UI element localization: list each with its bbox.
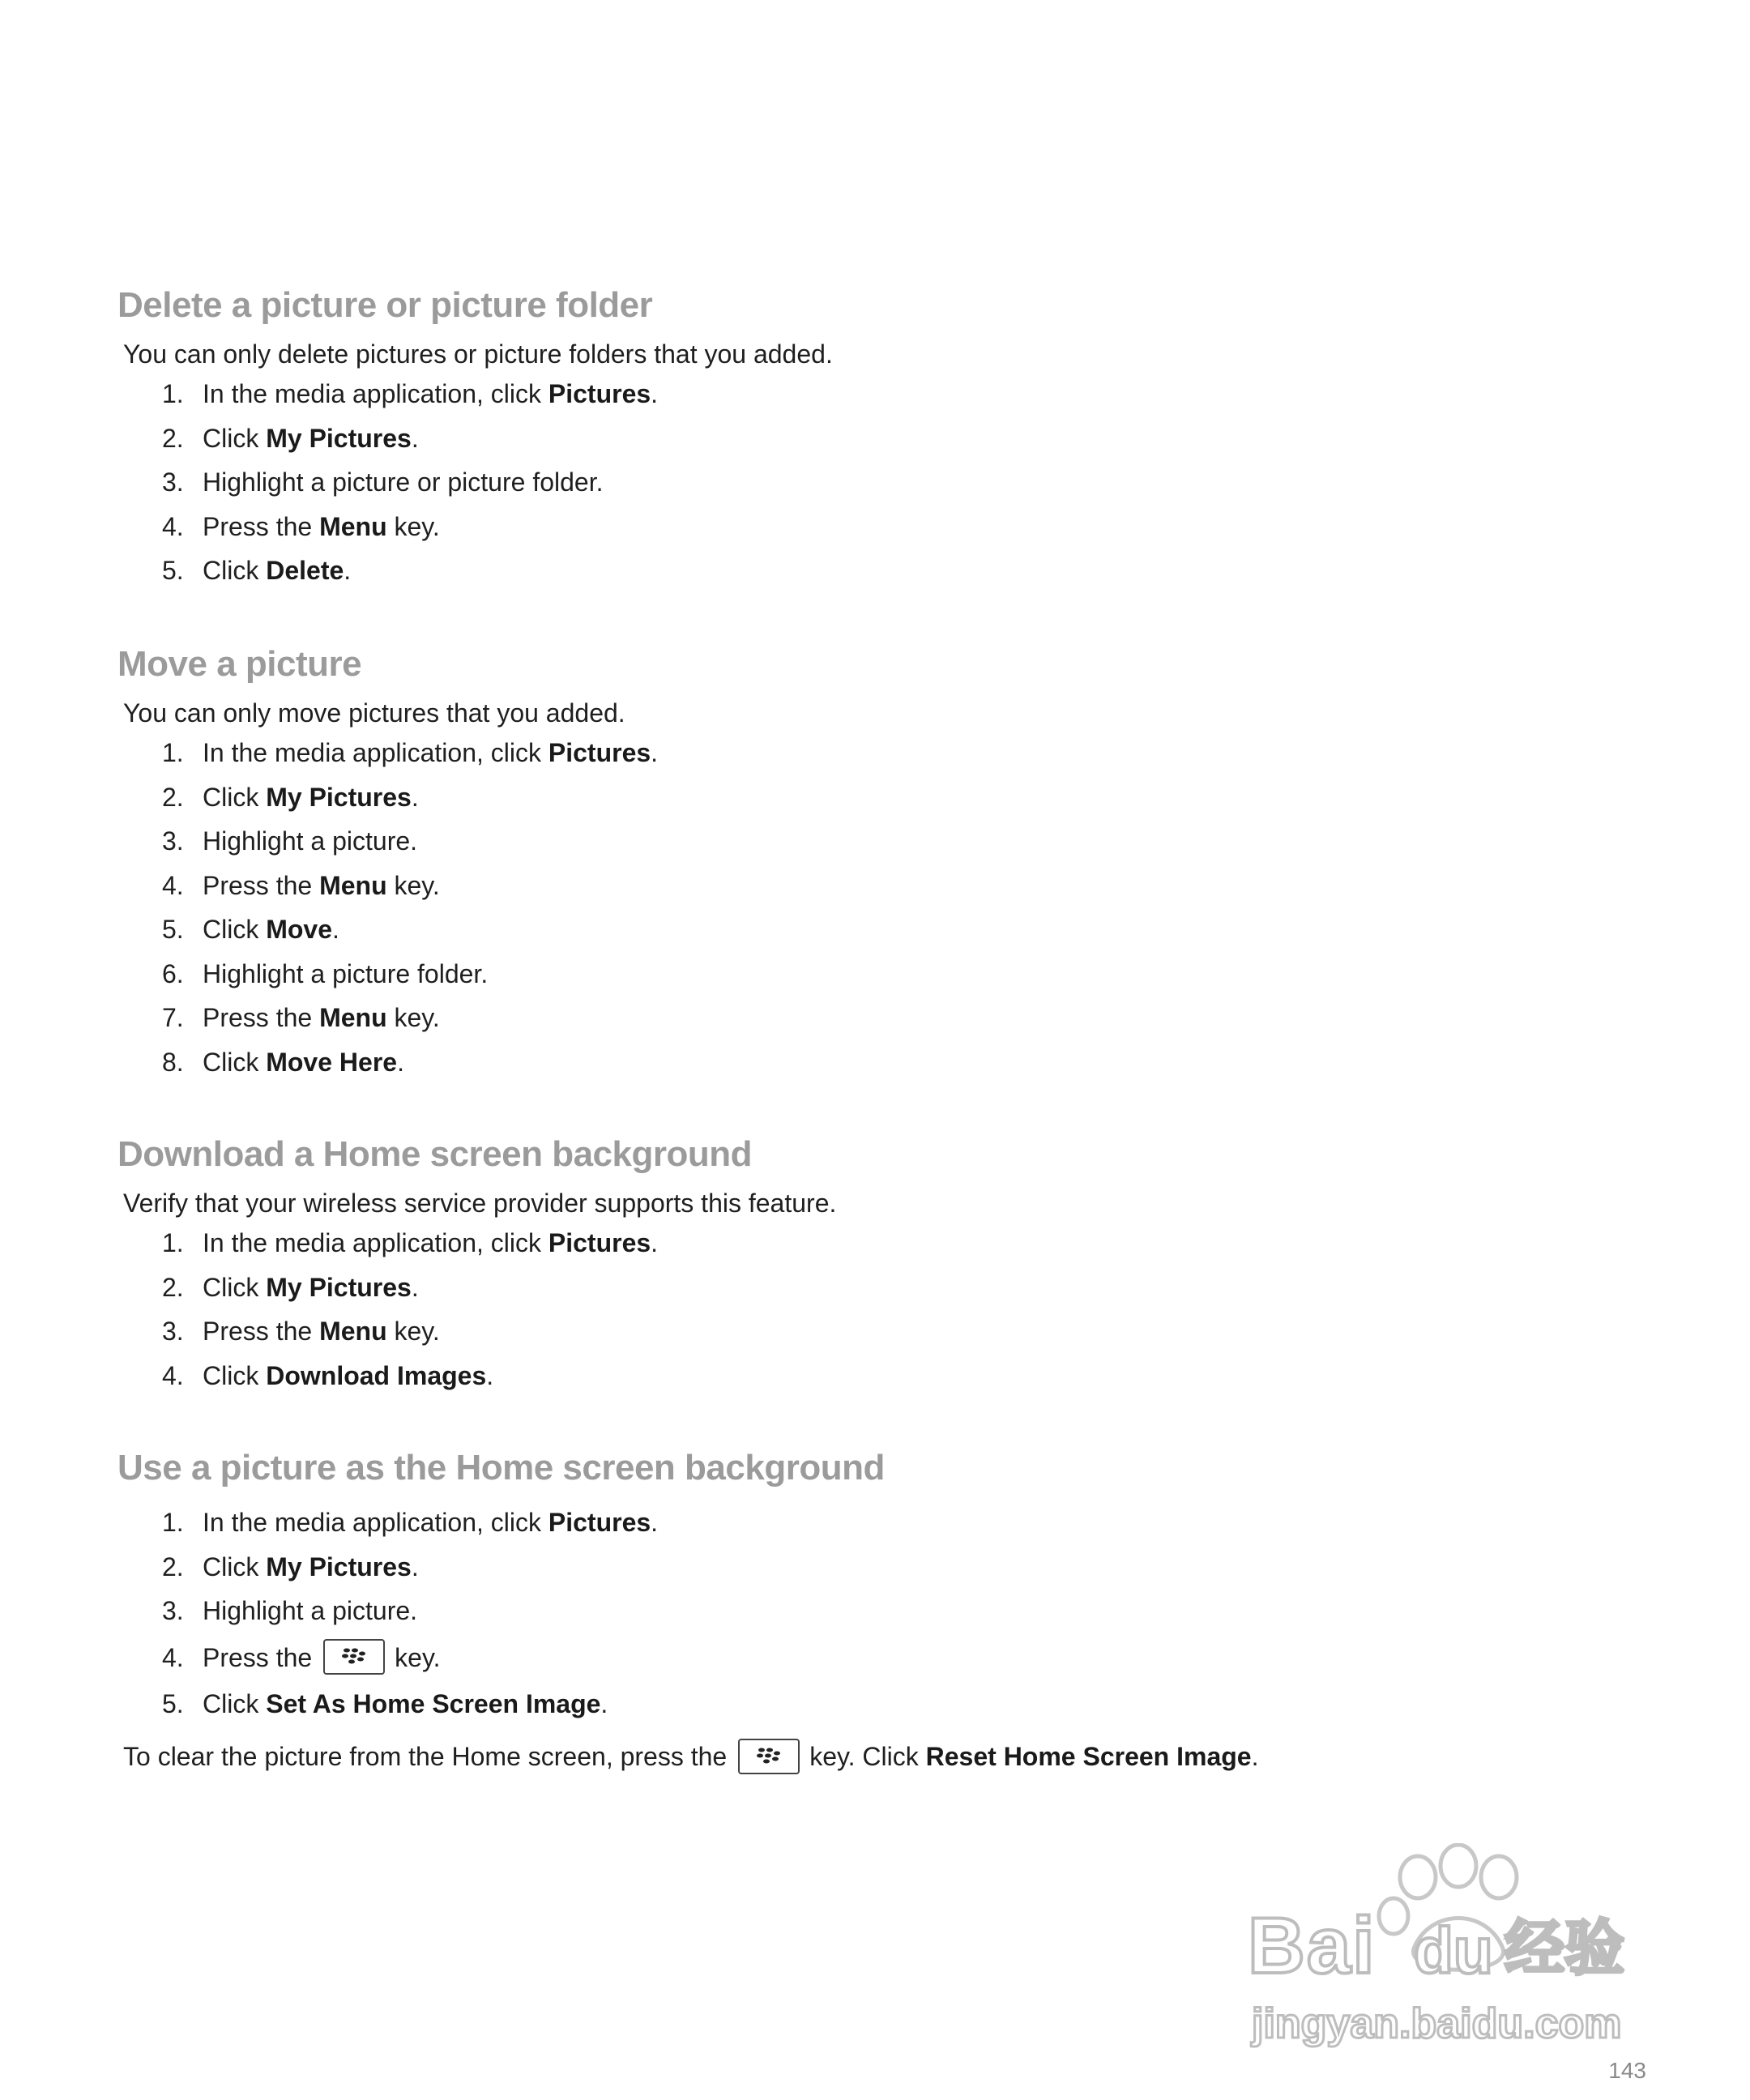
list-item: 6. Highlight a picture folder. (162, 958, 489, 988)
steps-list (117, 1221, 836, 1398)
list-item: 2. Click My Pictures. (162, 1272, 419, 1302)
list-item: 5. Click Move. (162, 915, 339, 944)
steps-list (117, 372, 833, 593)
blackberry-menu-key-icon (323, 1639, 385, 1675)
list-item: 7. Press the Menu key. (162, 1003, 440, 1032)
section-use-as-background (117, 1450, 885, 1726)
list-item: 3. Highlight a picture or picture folder. (162, 467, 604, 497)
list-item: 1. In the media application, click Pictures. (162, 738, 659, 767)
section-move-picture (117, 644, 659, 1084)
svg-text:jingyan.baidu.com: jingyan.baidu.com (1252, 2000, 1622, 2047)
list-item: 1. In the media application, click Pictures. (162, 1228, 659, 1257)
section-delete-picture (117, 285, 833, 593)
list-item: 3. Press the Menu key. (162, 1317, 440, 1346)
section-download-background (117, 1134, 837, 1398)
list-item: 1. In the media application, click Pictures. (162, 1508, 659, 1537)
svg-text:du: du (1414, 1914, 1493, 1987)
list-item: 2. Click My Pictures. (162, 1552, 419, 1581)
list-item: 3. Highlight a picture. (162, 1596, 418, 1625)
baidu-jingyan-watermark (1244, 1843, 1665, 2054)
list-item: 4. Press the Menu key. (162, 511, 440, 541)
page-number: 143 (1608, 2058, 1646, 2083)
list-item: 8. Click Move Here. (162, 1047, 404, 1077)
list-item: 4. Click Download Images. (162, 1360, 494, 1390)
section-footnote: To clear the picture from the Home screen, press the key. Click Reset Home Screen Image. (123, 1740, 1258, 1777)
section-intro: You can only delete pictures or picture folders that you added. (123, 339, 833, 369)
list-item: 1. In the media application, click Pictures. (162, 379, 659, 408)
blackberry-menu-key-icon (738, 1739, 800, 1774)
list-item: 2. Click My Pictures. (162, 423, 419, 453)
list-item: 4. Press the Menu key. (162, 870, 440, 900)
list-item: 3. Highlight a picture. (162, 826, 418, 856)
list-item: 5. Click Delete. (162, 556, 352, 585)
section-heading: Move a picture (117, 644, 362, 684)
section-heading: Download a Home screen background (117, 1134, 752, 1174)
svg-text:经验: 经验 (1505, 1914, 1624, 1983)
list-item: 5. Click Set As Home Screen Image. (162, 1688, 608, 1718)
svg-text:Bai: Bai (1248, 1901, 1377, 1990)
section-heading: Use a picture as the Home screen background (117, 1448, 885, 1488)
list-item: 4. Press the key. (117, 1633, 885, 1682)
section-heading: Delete a picture or picture folder (117, 285, 653, 325)
section-intro: Verify that your wireless service provider supports this feature. (123, 1189, 837, 1218)
section-intro: You can only move pictures that you added. (123, 698, 625, 728)
steps-list (117, 731, 658, 1084)
list-item: 2. Click My Pictures. (162, 782, 419, 812)
steps-list (117, 1500, 885, 1726)
